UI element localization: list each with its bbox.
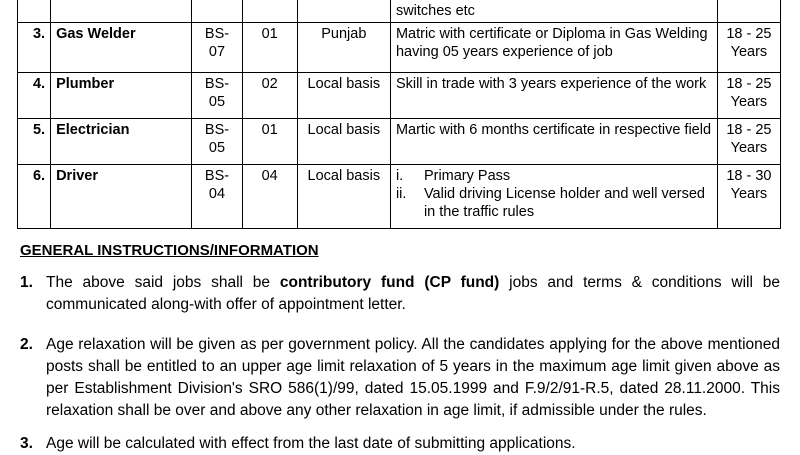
instruction-number: 2. (20, 336, 33, 353)
basic-scale: BS-05 (192, 119, 242, 165)
post-name: Gas Welder (51, 23, 192, 73)
post-name: Driver (51, 165, 192, 229)
age-range: 18 - 25 (726, 122, 772, 138)
age-cell (717, 119, 780, 165)
age-unit: Years (730, 44, 768, 60)
qualification-cell: Martic with 6 months certificate in respective field (390, 119, 717, 165)
table-row (18, 119, 781, 165)
row-number: 3. (18, 23, 51, 73)
age-cell (717, 73, 780, 119)
domicile: Local basis (297, 73, 390, 119)
qualification-cell: Skill in trade with 3 years experience of the work (390, 73, 717, 119)
table-row (18, 0, 781, 23)
qualification-item (396, 185, 712, 221)
instruction-text (46, 272, 780, 316)
item-text: Primary Pass (423, 168, 511, 184)
age-range: 18 - 25 (726, 26, 772, 42)
post-count: 04 (242, 165, 297, 229)
table-row (18, 73, 781, 119)
domicile: Punjab (297, 23, 390, 73)
instruction-number: 3. (20, 435, 33, 452)
domicile: Local basis (297, 165, 390, 229)
instruction-item (20, 272, 780, 316)
row-number: 5. (18, 119, 51, 165)
age-cell (717, 23, 780, 73)
post-name: Plumber (51, 73, 192, 119)
qualification-item (396, 167, 712, 185)
text-segment: jobs and terms & conditions will be communicated along-with offer of appointment letter. (46, 274, 780, 313)
age-unit: Years (730, 186, 768, 202)
instruction-item (20, 433, 780, 455)
basic-scale: BS-05 (192, 73, 242, 119)
text-segment: The above said jobs shall be (46, 274, 280, 291)
domicile: Local basis (297, 119, 390, 165)
bold-segment: contributory fund (CP fund) (279, 274, 500, 291)
basic-scale: BS-04 (192, 165, 242, 229)
age-range: 18 - 30 (726, 168, 772, 184)
item-text: Valid driving License holder and well versed in the traffic rules (423, 186, 705, 220)
basic-scale: BS-07 (192, 23, 242, 73)
table-row (18, 23, 781, 73)
item-numeral: ii. (395, 186, 407, 202)
age-range: 18 - 25 (726, 76, 772, 92)
post-name: Electrician (51, 119, 192, 165)
post-count: 02 (242, 73, 297, 119)
age-cell (717, 165, 780, 229)
age-unit: Years (730, 140, 768, 156)
instruction-item (20, 334, 780, 422)
qualification-cell (390, 165, 717, 229)
row-number: 6. (18, 165, 51, 229)
instruction-text: Age relaxation will be given as per government policy. All the candidates applying for the above mentioned posts shall be entitled to an upper age limit relaxation of 5 years in the maximum age limit given above as per Establishment Division's SRO 586(1)/99, dated 15.05.1999 and F.9/2/91-R.5, dated 28.11.2000. This relaxation shall be over and above any other relaxation in age limit, if admissible under the rules. (46, 336, 780, 419)
table-row (18, 165, 781, 229)
qualification-cell: Matric with certificate or Diploma in Gas Welding having 05 years experience of job (390, 23, 717, 73)
item-numeral: i. (395, 168, 404, 184)
post-count: 01 (242, 23, 297, 73)
qualification-cell: switches etc (390, 0, 717, 23)
instructions-heading: GENERAL INSTRUCTIONS/INFORMATION (20, 242, 319, 259)
post-count: 01 (242, 119, 297, 165)
row-number: 4. (18, 73, 51, 119)
age-unit: Years (730, 94, 768, 110)
jobs-table (17, 0, 781, 229)
instruction-number: 1. (20, 274, 33, 291)
instruction-text: Age will be calculated with effect from the last date of submitting applications. (46, 435, 576, 452)
